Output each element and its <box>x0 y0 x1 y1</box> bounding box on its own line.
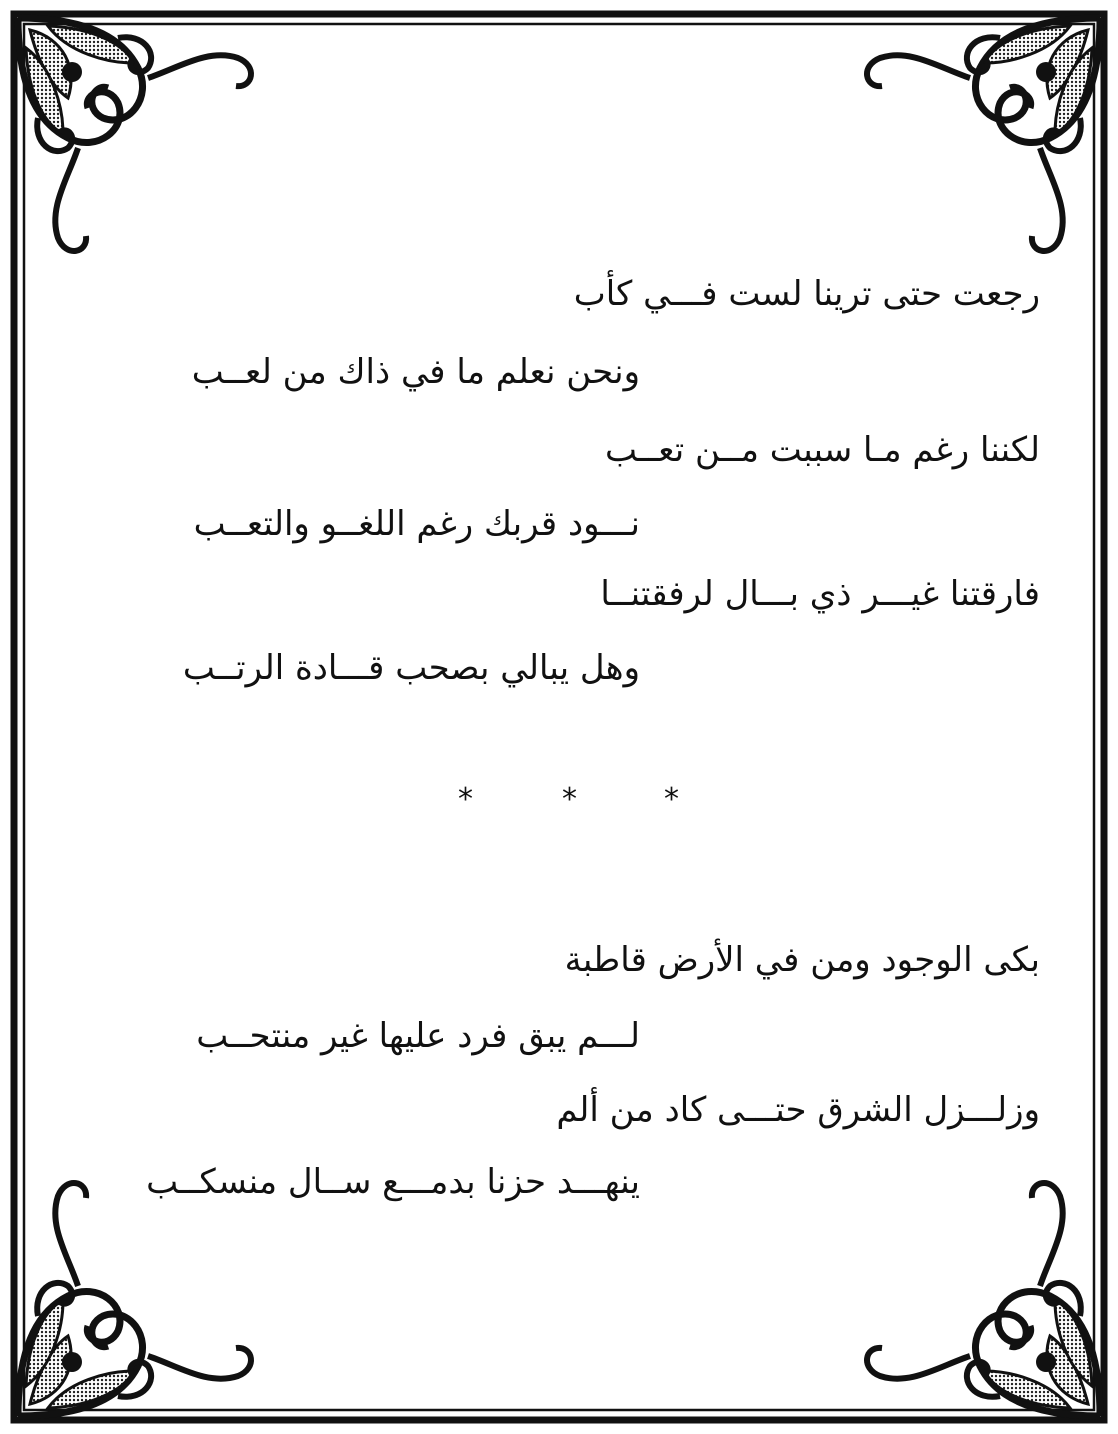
separator-star: * <box>458 782 473 817</box>
verse-line: ينهـــد حزنا بدمـــع ســال منسكــب <box>146 1162 640 1202</box>
verse-line: لـــم يبق فرد عليها غير منتحــب <box>196 1016 640 1056</box>
verse-line: وهل يبالي بصحب قـــادة الرتــب <box>182 648 640 688</box>
stanza-separator <box>0 780 1118 820</box>
separator-star: * <box>664 782 679 817</box>
corner-ornament-top-right <box>867 18 1100 251</box>
verse-line: لكننا رغم مـا سببت مــن تعــب <box>605 430 1040 470</box>
corner-ornament-bottom-left <box>18 1183 251 1416</box>
verse-line: فارقتنا غيـــر ذي بـــال لرفقتنــا <box>600 574 1040 614</box>
verse-line: بكى الوجود ومن في الأرض قاطبة <box>564 940 1040 980</box>
separator-star: * <box>562 782 577 817</box>
verse-line: رجعت حتى ترينا لست فـــي كأب <box>573 274 1040 314</box>
verse-line: ونحن نعلم ما في ذاك من لعــب <box>191 352 640 392</box>
corner-ornament-bottom-right <box>867 1183 1100 1416</box>
verse-line: نـــود قربك رغم اللغــو والتعــب <box>193 504 640 544</box>
verse-line: وزلـــزل الشرق حتـــى كاد من ألم <box>556 1090 1040 1130</box>
corner-ornament-top-left <box>18 18 251 251</box>
